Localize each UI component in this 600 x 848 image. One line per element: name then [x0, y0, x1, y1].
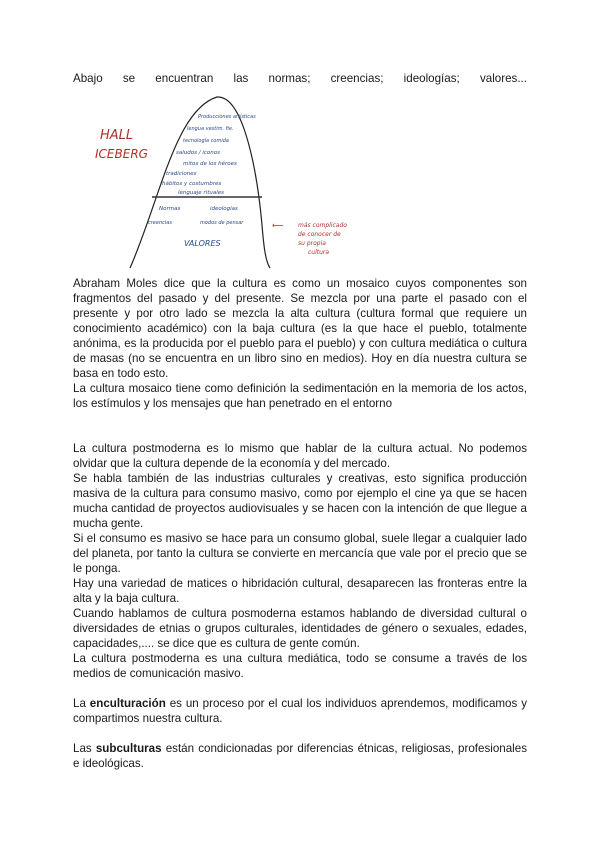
iceberg-label: lenguaje rituales [178, 190, 224, 196]
note-line: más complicado [298, 222, 347, 229]
enculturation-paragraph [73, 696, 527, 726]
paragraph: Hay una variedad de matices o hibridación cultural, desaparecen las fronteras entre la alta y la baja cultura. [73, 577, 527, 605]
note-line: su propia [298, 240, 326, 247]
iceberg-label: tradiciones [166, 171, 197, 177]
arrow-left-icon: ⟵ [272, 221, 284, 230]
iceberg-label: mitos de los héroes [183, 161, 237, 167]
postmodern-section [73, 441, 527, 681]
iceberg-label: modos de pensar [200, 220, 244, 226]
paragraph: Cuando hablamos de cultura posmoderna estamos hablando de diversidad cultural o diversidades de etnias o grupos culturales, identidades de género o sexuales, edades, capacidades,.... se dice que es cultura de gente común. [73, 607, 527, 650]
iceberg-label: Normas [159, 206, 181, 212]
iceberg-label: creencias [148, 220, 172, 226]
body-text [73, 276, 527, 771]
iceberg-label-valores: VALORES [184, 239, 221, 248]
hall-iceberg-diagram [0, 0, 600, 270]
iceberg-label: lengua vestim. fie. [187, 126, 234, 132]
iceberg-label: Producciones artísticas [198, 114, 256, 120]
iceberg-label: tecnología comida [183, 138, 229, 144]
paragraph: Si el consumo es masivo se hace para un consumo global, suele llegar a cualquier lado del planeta, por tanto la cultura se convierte en mercancía que vale por el precio que se le ponga. [73, 532, 527, 575]
subcultures-paragraph [73, 741, 527, 771]
paragraph: La cultura postmoderna es una cultura mediática, todo se consume a través de los medios de comunicación masivo. [73, 652, 527, 680]
note-line: cultura [308, 249, 330, 256]
paragraph: Se habla también de las industrias culturales y creativas, esto significa producción masiva de la cultura para consumo masivo, como por ejemplo el cine ya que se hacen mucha cantidad de proyectos audiovisuales y se hacen con la intención de que llegue a mucha gente. [73, 472, 527, 530]
text: están condicionadas por diferencias étnicas, religiosas, profesionales e ideológicas. [73, 742, 527, 770]
note-line: de conocer de [298, 231, 341, 238]
term-enculturacion: enculturación [89, 697, 166, 710]
diagram-title-hall: HALL [100, 128, 134, 143]
text: Las [73, 742, 96, 755]
intro-line: Abajo se encuentran las normas; creencias; ideologías; valores... [73, 72, 527, 85]
diagram-title-iceberg: ICEBERG [95, 147, 148, 161]
text: es un proceso por el cual los individuos aprendemos, modificamos y compartimos nuestra cultura. [73, 697, 527, 725]
moles-section [73, 276, 527, 411]
iceberg-label: hábitos y costumbres [162, 181, 222, 187]
paragraph: Abraham Moles dice que la cultura es como un mosaico cuyos componentes son fragmentos del pasado y del presente. Se mezcla por una parte el pasado con el presente y por otro lado se mezcla la alta cultura (cultura formal que requiere un conocimiento académico) con la baja cultura (es la que hace el pueblo, totalmente anónima, es la producida por el pueblo para el pueblo) y con cultura mediática o cultura de masas (no se encuentra en un libro sino en medios). Hoy en día nuestra cultura se basa en todo esto. [73, 277, 527, 380]
term-subculturas: subculturas [95, 742, 162, 755]
iceberg-label: ideologías [210, 206, 238, 212]
paragraph: La cultura mosaico tiene como definición la sedimentación en la memoria de los actos, los estímulos y los mensajes que han penetrado en el entorno [73, 382, 527, 410]
paragraph: La cultura postmoderna es lo mismo que hablar de la cultura actual. No podemos olvidar que la cultura depende de la economía y del mercado. [73, 442, 527, 470]
text: La [73, 697, 90, 710]
iceberg-label: saludos / iconos [176, 150, 220, 156]
